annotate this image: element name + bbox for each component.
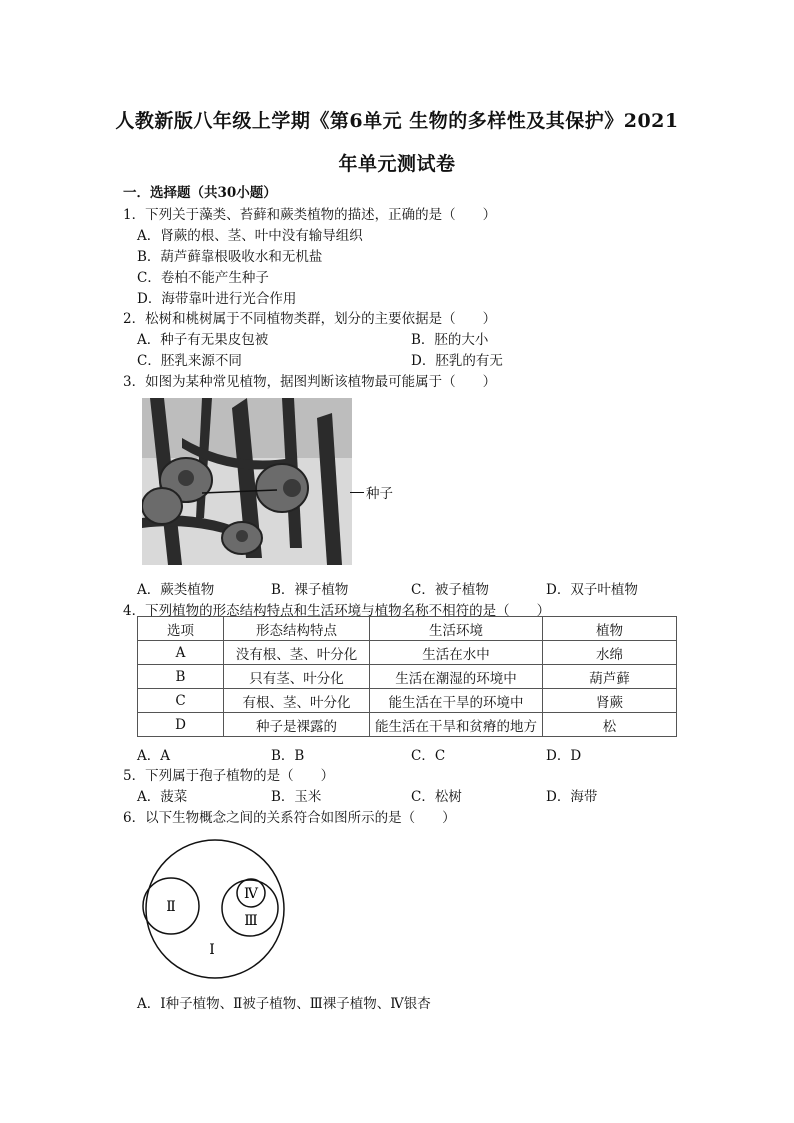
table-header-cell: 选项 [138,617,224,641]
q1-option-d: D．海带靠叶进行光合作用 [137,291,297,307]
table-cell: B [138,665,224,689]
table-cell: 肾蕨 [543,689,677,713]
table-cell: 水绵 [543,641,677,665]
q3-option-d: D．双子叶植物 [546,582,638,598]
table-cell: 葫芦藓 [543,665,677,689]
q2-stem: 2．松树和桃树属于不同植物类群，划分的主要依据是（ ） [123,311,497,327]
table-cell: 生活在潮湿的环境中 [370,665,543,689]
q2-option-d: D．胚乳的有无 [411,353,503,369]
table-cell: 生活在水中 [370,641,543,665]
exam-title-line2: 年单元测试卷 [338,153,456,175]
q4-stem: 4．下列植物的形态结构特点和生活环境与植物名称不相符的是（ ） [123,603,551,619]
table-header-row [138,617,677,641]
q2-option-c: C．胚乳来源不同 [137,353,242,369]
q1-stem: 1．下列关于藻类、苔藓和蕨类植物的描述，正确的是（ ） [123,207,497,223]
table-header-cell: 生活环境 [370,617,543,641]
table-cell: D [138,713,224,737]
table-cell: 有根、茎、叶分化 [224,689,370,713]
q6-option-a: A．Ⅰ种子植物、Ⅱ被子植物、Ⅲ裸子植物、Ⅳ银杏 [137,996,431,1012]
table-cell: 松 [543,713,677,737]
table-row [138,713,677,737]
q3-label-leader [350,492,364,493]
exam-title-line1: 人教新版八年级上学期《第6单元 生物的多样性及其保护》2021 [115,110,679,132]
q1-option-a: A．肾蕨的根、茎、叶中没有输导组织 [137,228,363,244]
table-header-cell: 形态结构特点 [224,617,370,641]
q6-venn-diagram [140,838,290,980]
section-heading: 一．选择题（共30小题） [123,185,277,201]
table-row [138,665,677,689]
q4-option-a: A．A [137,748,170,764]
q4-table [137,616,677,737]
q4-option-d: D．D [546,748,582,764]
table-header-cell: 植物 [543,617,677,641]
q4-option-c: C．C [411,748,446,764]
q1-option-c: C．卷柏不能产生种子 [137,270,269,286]
q5-option-b: B．玉米 [271,789,322,805]
q1-option-b: B．葫芦藓靠根吸收水和无机盐 [137,249,323,265]
q5-stem: 5．下列属于孢子植物的是（ ） [123,768,335,784]
table-row [138,689,677,713]
q3-option-b: B．裸子植物 [271,582,349,598]
q2-option-a: A．种子有无果皮包被 [137,332,269,348]
table-cell: A [138,641,224,665]
q2-option-b: B．胚的大小 [411,332,489,348]
q5-option-d: D．海带 [546,789,598,805]
venn-label-i: Ⅰ [209,942,215,958]
q6-stem: 6．以下生物概念之间的关系符合如图所示的是（ ） [123,810,456,826]
table-row [138,641,677,665]
q4-option-b: B．B [271,748,305,764]
venn-label-ii: Ⅱ [166,899,176,915]
q5-option-c: C．松树 [411,789,462,805]
q3-option-c: C．被子植物 [411,582,489,598]
venn-label-iv: Ⅳ [244,886,258,902]
table-cell: 种子是裸露的 [224,713,370,737]
q3-stem: 3．如图为某种常见植物，据图判断该植物最可能属于（ ） [123,374,497,390]
q3-seed-label: 种子 [366,486,393,502]
q3-option-a: A．蕨类植物 [137,582,215,598]
table-cell: 只有茎、叶分化 [224,665,370,689]
table-cell: 没有根、茎、叶分化 [224,641,370,665]
venn-label-iii: Ⅲ [244,913,258,929]
q3-plant-photo [142,398,352,565]
table-cell: C [138,689,224,713]
q5-option-a: A．菠菜 [137,789,188,805]
table-cell: 能生活在干旱和贫瘠的地方 [370,713,543,737]
table-cell: 能生活在干旱的环境中 [370,689,543,713]
